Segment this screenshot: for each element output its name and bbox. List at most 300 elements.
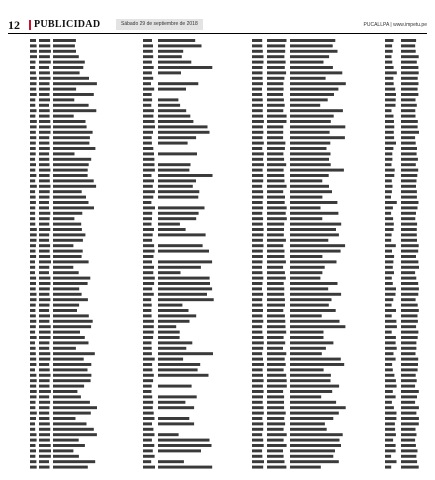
listing-cell-line [401,368,418,371]
listing-cell-line [30,77,37,80]
listing-cell-line [143,406,153,409]
listing-cell-line [252,66,263,69]
listing-cell-line [143,98,152,101]
listing-cell-line [290,395,321,398]
listing-cell-line [385,287,396,290]
listing-cell-line [385,66,394,69]
listing-cell-line [143,196,153,199]
listing-cell-line [401,406,419,409]
listing-cell-line [252,412,264,415]
listing-cell-line [267,115,287,118]
listing-cell-line [401,39,416,42]
listing-cell-line [30,39,36,42]
listing-cell-line [401,179,417,182]
listing-cell-line [252,115,263,118]
listing-cell-line [143,293,154,296]
listing-cell-line [158,298,214,301]
listing-cell-line [252,50,263,53]
listing-cell-line [158,260,212,263]
listing-cell-line [290,98,328,101]
listing-cell-line [290,368,324,371]
listing-cell-line [267,390,283,393]
listing-cell-line [290,455,333,458]
listing-cell-line [267,196,285,199]
listing-cell-line [267,417,284,420]
listing-cell-line [39,352,50,355]
listing-cell-line [30,406,35,409]
listing-cell-line [252,277,263,280]
listing-cell-line [401,287,419,290]
listing-cell-line [267,179,285,182]
listing-cell-line [53,115,74,118]
listing-cell-line [401,455,416,458]
listing-cell-line [401,115,416,118]
listing-cell-line [53,358,84,361]
listing-cell-line [267,206,287,209]
listing-cell-line [53,455,79,458]
listing-cell-line [252,239,263,242]
listing-cell-line [53,298,88,301]
listing-cell-line [143,385,152,388]
listing-cell-line [252,352,262,355]
listing-cell-line [401,282,418,285]
listing-cell-line [252,358,263,361]
listing-cell-line [401,217,415,220]
listing-cell-line [30,293,37,296]
listing-cell-line [158,406,194,409]
listing-cell-line [30,336,37,339]
listing-cell-line [252,98,263,101]
listing-cell-line [143,444,154,447]
listing-cell-line [290,77,326,80]
listing-cell-line [385,98,396,101]
listing-cell-line [252,250,263,253]
listing-cell-line [252,460,264,463]
listing-cell-line [53,314,89,317]
listing-cell-line [39,196,50,199]
listing-cell-line [39,66,49,69]
listing-cell-line [401,325,416,328]
listing-cell-line [39,115,50,118]
listing-cell-line [53,390,77,393]
listing-cell-line [143,169,155,172]
listing-cell-line [290,320,340,323]
listing-cell-line [30,201,36,204]
listing-cell-line [53,341,89,344]
listing-cell-line [267,228,284,231]
listing-cell-line [401,331,418,334]
listing-cell-line [53,282,88,285]
listing-cell-line [30,93,37,96]
listing-cell-line [252,44,262,47]
listing-cell-line [158,190,199,193]
listing-cell-line [252,401,263,404]
listing-cell-line [385,158,392,161]
listing-cell-line [53,239,83,242]
listing-text-lines [30,38,422,470]
listing-cell-line [401,71,419,74]
listing-cell-line [30,374,36,377]
listing-cell-line [143,158,154,161]
listing-cell-line [39,309,49,312]
listing-cell-line [401,401,415,404]
listing-cell-line [30,190,35,193]
listing-cell-line [401,260,418,263]
listing-cell-line [385,50,393,53]
listing-cell-line [385,131,394,134]
listing-cell-line [401,77,418,80]
listing-cell-line [53,325,91,328]
listing-cell-line [158,466,212,469]
listing-cell-line [53,98,74,101]
listing-cell-line [53,449,73,452]
listing-cell-line [30,115,35,118]
listing-cell-line [53,163,89,166]
listing-cell-line [39,82,50,85]
listing-cell-line [267,395,284,398]
listing-cell-line [385,55,392,58]
listing-cell-line [385,104,396,107]
listing-cell-line [290,228,336,231]
listing-cell-line [53,93,94,96]
listing-cell-line [267,104,285,107]
listing-cell-line [267,98,284,101]
listing-cell-line [252,255,263,258]
listing-cell-line [143,55,153,58]
listing-cell-line [53,88,76,91]
listing-cell-line [143,428,153,431]
listing-cell-line [267,287,284,290]
listing-cell-line [53,158,91,161]
listing-cell-line [158,422,194,425]
listing-cell-line [143,174,152,177]
listing-cell-line [30,309,35,312]
listing-cell-line [30,217,35,220]
listing-cell-line [252,88,262,91]
listing-cell-line [30,71,36,74]
listing-cell-line [143,217,152,220]
listing-cell-line [158,320,190,323]
listing-cell-line [385,395,396,398]
listing-cell-line [290,352,322,355]
listing-cell-line [267,385,287,388]
listing-cell-line [252,444,264,447]
listing-cell-line [53,385,84,388]
listing-cell-line [143,104,151,107]
listing-cell-line [290,401,336,404]
listing-cell-line [143,71,152,74]
listing-cell-line [53,233,85,236]
listing-cell-line [385,61,392,64]
listing-cell-line [401,104,417,107]
listing-cell-line [53,412,91,415]
listing-cell-line [158,39,195,42]
listing-cell-line [143,304,152,307]
listing-cell-line [290,412,339,415]
listing-cell-line [143,201,151,204]
listing-cell-line [267,233,284,236]
listing-cell-line [267,169,284,172]
listing-cell-line [143,282,154,285]
listing-cell-line [30,66,35,69]
listing-cell-line [252,406,264,409]
listing-cell-line [143,88,154,91]
listing-cell-line [30,325,36,328]
listing-cell-line [290,244,345,247]
listing-cell-line [30,271,35,274]
listing-cell-line [401,449,418,452]
listing-cell-line [53,131,93,134]
listing-cell-line [401,309,419,312]
listing-cell-line [158,336,180,339]
listing-cell-line [385,82,394,85]
listing-cell-line [252,379,264,382]
listing-cell-line [267,374,286,377]
listing-cell-line [252,206,263,209]
listing-cell-line [143,449,153,452]
listing-cell-line [39,422,50,425]
listing-cell-line [30,320,36,323]
listing-cell-line [39,185,51,188]
listing-cell-line [401,417,419,420]
listing-cell-line [30,379,37,382]
listing-cell-line [290,466,321,469]
listing-cell-line [252,104,263,107]
listing-cell-line [143,439,152,442]
listing-cell-line [290,131,330,134]
listing-cell-line [39,179,50,182]
listing-cell-line [290,217,322,220]
listing-cell-line [267,61,286,64]
listing-cell-line [53,77,89,80]
listing-cell-line [252,347,263,350]
listing-cell-line [53,255,82,258]
listing-cell-line [39,260,51,263]
listing-cell-line [290,71,342,74]
listing-cell-line [252,266,262,269]
listing-cell-line [53,433,97,436]
listing-cell-line [290,266,325,269]
listing-cell-line [252,439,263,442]
listing-cell-line [143,287,152,290]
listing-cell-line [252,77,263,80]
listing-cell-line [385,336,396,339]
listing-cell-line [401,185,416,188]
listing-cell-line [267,185,287,188]
listing-cell-line [143,239,152,242]
listing-cell-line [401,174,417,177]
listing-cell-line [39,93,50,96]
listing-cell-line [39,190,50,193]
listing-cell-line [267,39,287,42]
listing-cell-line [290,109,343,112]
listing-cell-line [401,298,416,301]
listing-cell-line [290,163,331,166]
listing-cell-line [30,125,37,128]
listing-cell-line [401,395,417,398]
listing-cell-line [30,82,37,85]
listing-cell-line [401,50,416,53]
listing-cell-line [385,320,396,323]
listing-cell-line [30,223,35,226]
listing-cell-line [143,363,152,366]
listing-cell-line [30,401,36,404]
listing-cell-line [401,233,417,236]
listing-cell-line [39,287,50,290]
listing-cell-line [30,412,37,415]
listing-cell-line [30,304,36,307]
listing-cell-line [385,368,393,371]
listing-cell-line [252,422,263,425]
listing-cell-line [252,309,263,312]
listing-cell-line [290,417,333,420]
listing-cell-line [53,293,82,296]
listing-cell-line [30,260,35,263]
listing-cell-line [401,98,416,101]
listing-cell-line [143,401,153,404]
listing-cell-line [158,228,186,231]
listing-cell-line [30,363,36,366]
listing-cell-line [143,460,151,463]
listing-cell-line [143,109,154,112]
listing-cell-line [290,298,332,301]
listing-cell-line [252,212,262,215]
listing-cell-line [290,406,346,409]
listing-cell-line [385,260,393,263]
listing-cell-line [143,66,154,69]
listing-cell-line [53,444,85,447]
listing-cell-line [267,325,286,328]
listing-cell-line [401,190,417,193]
listing-cell-line [290,309,336,312]
listing-cell-line [158,120,193,123]
listing-cell-line [143,358,155,361]
listing-cell-line [39,417,49,420]
listing-cell-line [290,50,338,53]
listing-cell-line [401,228,417,231]
listing-cell-line [158,163,191,166]
listing-cell-line [267,358,285,361]
listing-cell-line [143,347,152,350]
listing-cell-line [267,44,285,47]
listing-cell-line [143,44,153,47]
listing-cell-line [385,196,391,199]
listing-cell-line [252,287,262,290]
listing-cell-line [143,255,154,258]
listing-cell-line [290,115,334,118]
listing-cell-line [385,325,397,328]
listing-cell-line [252,260,263,263]
listing-cell-line [290,206,321,209]
listing-cell-line [290,185,329,188]
listing-cell-line [401,390,419,393]
listing-cell-line [30,152,36,155]
listing-cell-line [143,422,152,425]
listing-cell-line [385,142,396,145]
listing-cell-line [39,239,49,242]
listing-cell-line [385,314,392,317]
listing-cell-line [267,368,284,371]
listing-cell-line [39,293,49,296]
listing-cell-line [158,352,213,355]
listing-cell-line [39,98,50,101]
listing-cell-line [53,363,91,366]
listing-cell-line [39,282,51,285]
listing-cell-line [267,439,284,442]
listing-cell-line [143,61,152,64]
listing-cell-line [158,444,212,447]
listing-cell-line [401,385,415,388]
listing-cell-line [385,109,392,112]
listing-cell-line [267,147,285,150]
listing-cell-line [53,104,89,107]
listing-cell-line [158,217,196,220]
listing-cell-line [39,439,50,442]
listing-cell-line [290,169,344,172]
listing-cell-line [267,298,285,301]
listing-cell-line [385,217,393,220]
listing-cell-line [252,185,262,188]
listing-cell-line [30,428,35,431]
listing-cell-line [385,147,393,150]
listing-cell-line [53,212,82,215]
listing-cell-line [401,433,417,436]
listing-cell-line [385,163,392,166]
listing-cell-line [53,125,87,128]
listing-cell-line [39,125,51,128]
listing-cell-line [53,120,86,123]
listing-cell-line [39,158,49,161]
listing-table [30,38,422,470]
listing-cell-line [290,260,337,263]
listing-cell-line [30,449,36,452]
listing-cell-line [267,379,287,382]
listing-cell-line [290,190,332,193]
listing-cell-line [267,314,285,317]
listing-cell-line [39,44,50,47]
listing-cell-line [143,266,154,269]
listing-cell-line [53,368,88,371]
listing-cell-line [252,39,262,42]
listing-cell-line [290,158,329,161]
listing-cell-line [290,385,339,388]
listing-cell-line [385,466,391,469]
listing-cell-line [290,179,322,182]
listing-cell-line [252,190,263,193]
listing-cell-line [53,304,79,307]
listing-cell-line [385,39,394,42]
listing-cell-line [143,82,151,85]
listing-cell-line [30,174,36,177]
listing-cell-line [30,55,37,58]
listing-cell-line [401,88,418,91]
listing-cell-line [385,201,397,204]
listing-cell-line [158,136,196,139]
listing-cell-line [39,201,49,204]
listing-cell-line [252,169,263,172]
listing-cell-line [290,120,331,123]
listing-cell-line [252,158,263,161]
listing-cell-line [39,77,51,80]
listing-cell-line [401,136,415,139]
listing-cell-line [143,233,153,236]
listing-cell-line [290,449,335,452]
listing-cell-line [30,250,36,253]
listing-cell-line [252,336,264,339]
listing-cell-line [401,120,418,123]
listing-cell-line [385,244,396,247]
listing-cell-line [53,460,95,463]
